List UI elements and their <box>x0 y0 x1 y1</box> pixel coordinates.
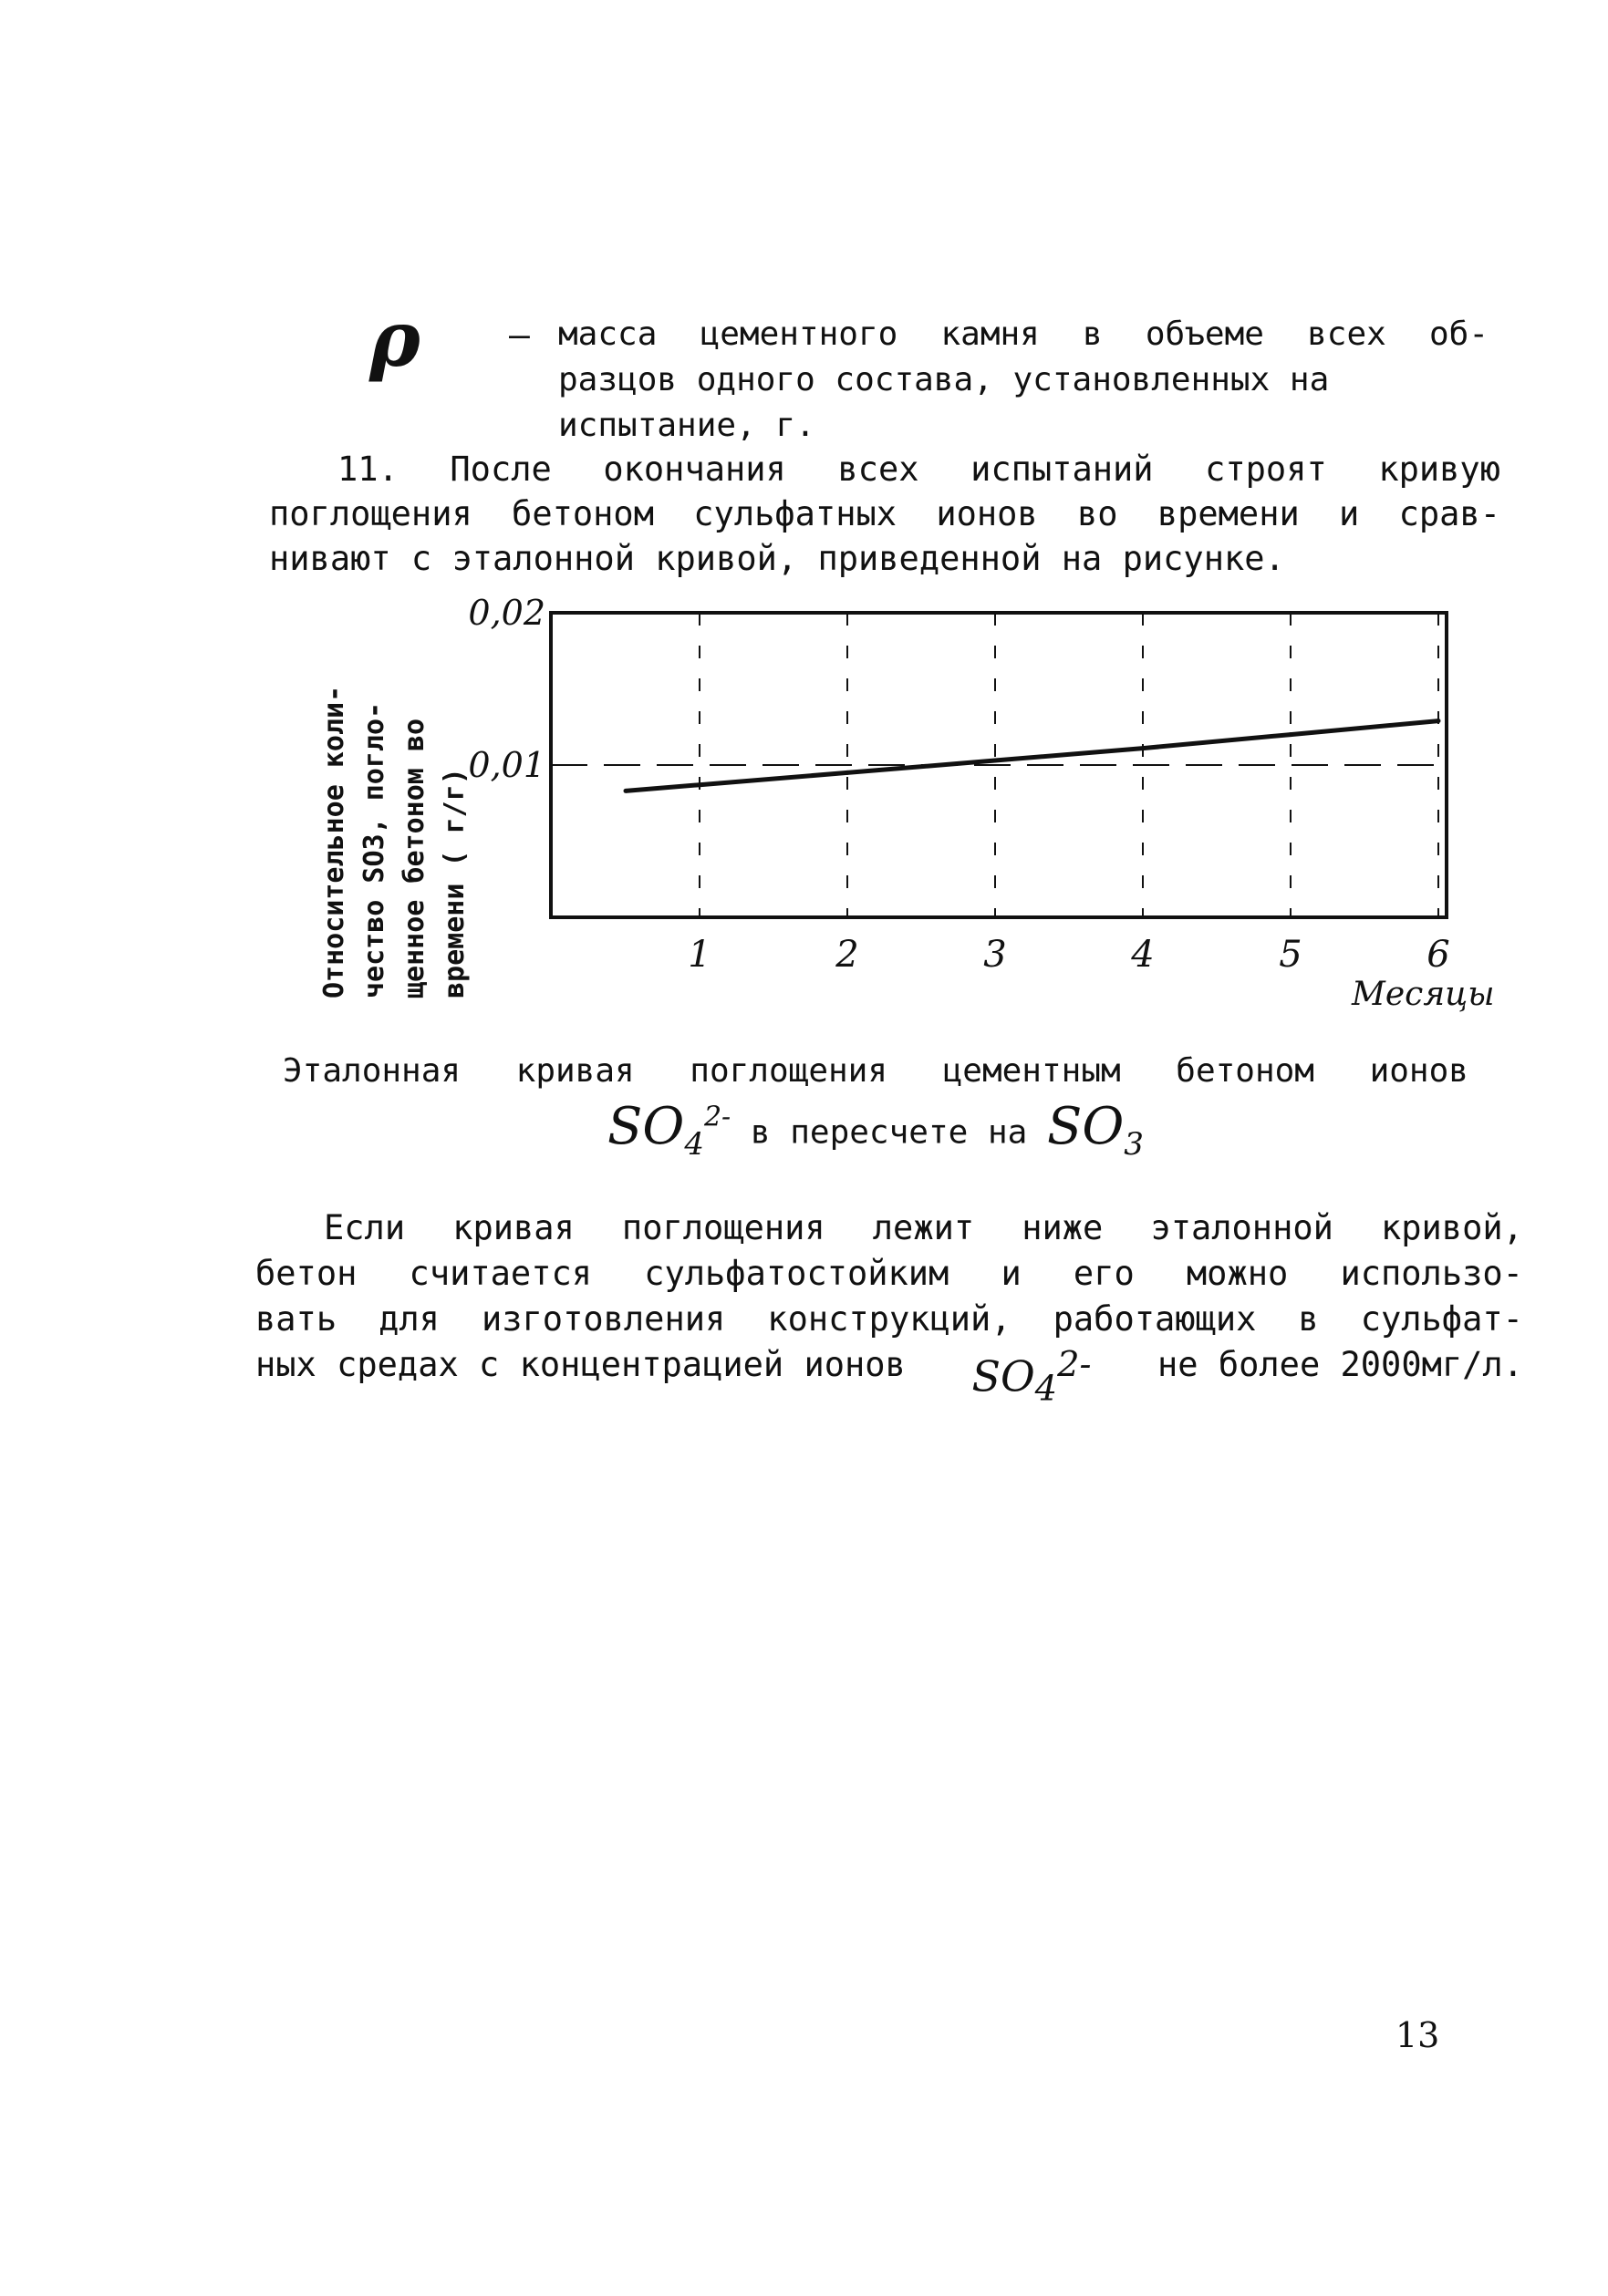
y-axis-label-line: времени ( г/г) <box>439 768 471 998</box>
x-tick-label-4: 4 <box>1131 934 1155 976</box>
paragraph-11-line-3: нивают с эталонной кривой, приведенной на рисунке. <box>269 539 1285 578</box>
y-tick-label-0.01: 0,01 <box>468 745 545 785</box>
y-axis-label-line: Относительное коли- <box>318 685 350 998</box>
curve-point-2 <box>845 771 850 775</box>
curve-point-1 <box>698 782 702 787</box>
caption-formula-line <box>283 1094 1468 1167</box>
formula-so4: $SO_4^{2-}$ <box>607 1096 731 1163</box>
rho-symbol: ρ <box>369 294 420 384</box>
x-tick-label-5: 5 <box>1279 934 1302 976</box>
caption-middle-text: в пересчете на <box>750 1113 1028 1152</box>
definition-line-3: испытание, г. <box>558 407 815 444</box>
definition-line-1: масса цементного камня в объеме всех об- <box>558 315 1489 353</box>
page-number: 13 <box>1395 2015 1440 2055</box>
definition-line-2: разцов одного состава, установленных на <box>558 361 1330 398</box>
y-tick-label-0.02: 0,02 <box>468 593 545 633</box>
conclusion-line-4: ных средах с концентрацией ионов $SO_4^{2-}$ не более 2000мг/л. <box>255 1342 1523 1412</box>
x-tick-label-6: 6 <box>1426 934 1450 976</box>
curve-point-5 <box>1289 732 1293 737</box>
x-tick-labels <box>688 934 1449 976</box>
caption-title: Эталонная кривая поглощения цементным бетоном ионов <box>283 1052 1468 1090</box>
curve-point-6 <box>1437 719 1441 723</box>
paragraph-11-line-2: поглощения бетоном сульфатных ионов во времени и срав- <box>269 494 1500 533</box>
x-tick-label-3: 3 <box>983 934 1007 976</box>
x-tick-label-2: 2 <box>835 934 859 976</box>
y-axis-label-line: щенное бетоном во <box>399 718 431 998</box>
conclusion-line-1: Если кривая поглощения лежит ниже эталонной кривой, <box>324 1208 1523 1247</box>
conclusion-paragraph <box>255 1205 1523 1412</box>
formula-so4-inline: $SO_4^{2-}$ <box>971 1344 1092 1410</box>
definition-dash: – <box>509 315 530 355</box>
curve-point-0.5 <box>624 789 628 793</box>
reference-curve-line <box>626 721 1438 791</box>
formula-so3: $SO_3$ <box>1047 1096 1144 1163</box>
figure-caption <box>283 1049 1468 1167</box>
x-tick-label-1: 1 <box>688 934 711 976</box>
curve-point-4 <box>1141 746 1146 750</box>
grid-lines <box>551 613 1447 917</box>
y-tick-labels <box>468 593 545 785</box>
conclusion-line-3: вать для изготовления конструкций, работающих в сульфат- <box>255 1299 1523 1339</box>
reference-curve-chart <box>0 0 1608 1039</box>
conclusion-line-2: бетон считается сульфатостойким и его можно использо- <box>255 1254 1523 1293</box>
x-axis-label: Месяцы <box>1352 976 1495 1013</box>
curve-point-3 <box>993 758 998 762</box>
y-axis-label-line: чество SO3, погло- <box>358 701 390 998</box>
paragraph-11-line-1: 11. После окончания всех испытаний строят кривую <box>337 450 1500 489</box>
